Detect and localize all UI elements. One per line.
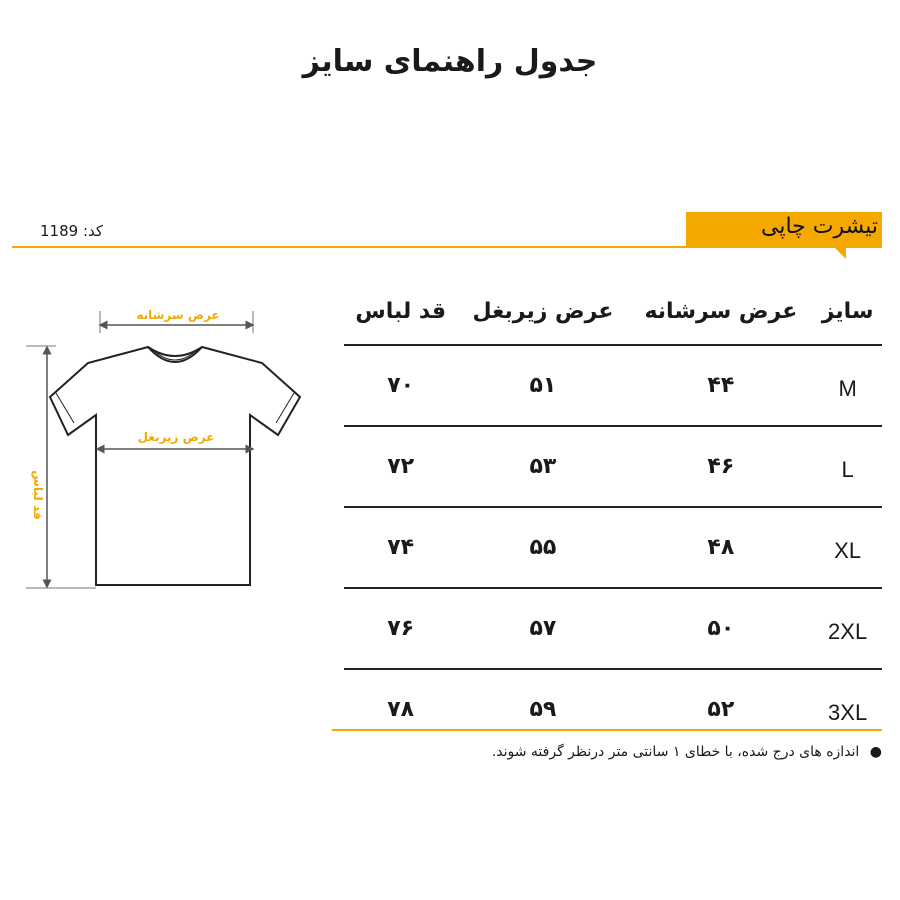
product-code-value: 1189 <box>40 222 79 240</box>
size-table <box>344 278 882 749</box>
product-code-label: کد: <box>82 222 104 240</box>
tshirt-diagram <box>0 295 330 595</box>
measurement-note <box>492 744 882 760</box>
product-tag <box>686 212 882 248</box>
note-text: اندازه های درج شده، با خطای ۱ سانتی متر درنظر گرفته شوند. <box>491 744 860 760</box>
header-length: قد لباس <box>344 278 457 345</box>
page-title: جدول راهنمای سایز <box>302 44 598 79</box>
product-name: تیشرت چاپی <box>761 214 878 239</box>
chest-cell: ۵۱ <box>457 345 628 426</box>
length-cell: ۷۴ <box>344 507 457 588</box>
size-cell: 3XL <box>828 700 868 725</box>
table-row <box>344 345 882 426</box>
length-cell: ۷۰ <box>344 345 457 426</box>
product-code <box>40 222 103 240</box>
table-row <box>344 669 882 749</box>
size-cell: L <box>813 426 882 507</box>
chest-cell: ۵۹ <box>529 697 557 722</box>
header-chest: عرض زیربغل <box>457 278 628 345</box>
header-shoulder: عرض سرشانه <box>628 278 813 345</box>
shoulder-cell: ۴۴ <box>628 345 813 426</box>
chest-cell: ۵۳ <box>457 426 628 507</box>
shoulder-cell: ۵۰ <box>628 588 813 669</box>
table-row <box>344 426 882 507</box>
chest-cell: ۵۷ <box>457 588 628 669</box>
size-table-header <box>344 278 882 345</box>
length-cell: ۷۶ <box>344 588 457 669</box>
chest-label: عرض زیربغل <box>137 430 215 444</box>
shoulder-cell: ۵۲ <box>707 697 735 722</box>
length-label: قد لباس <box>31 470 45 520</box>
length-cell: ۷۲ <box>344 426 457 507</box>
footer-divider <box>332 729 882 731</box>
shoulder-cell: ۴۸ <box>628 507 813 588</box>
shoulder-label: عرض سرشانه <box>136 308 220 322</box>
bullet-icon: ● <box>869 744 882 760</box>
size-cell: XL <box>813 507 882 588</box>
size-cell: 2XL <box>813 588 882 669</box>
tshirt-outline <box>50 347 300 585</box>
shoulder-cell: ۴۶ <box>628 426 813 507</box>
table-row <box>344 507 882 588</box>
size-cell: M <box>813 345 882 426</box>
product-tag-notch <box>834 247 846 259</box>
chest-cell: ۵۵ <box>457 507 628 588</box>
length-cell: ۷۸ <box>387 697 415 722</box>
header-size: سایز <box>813 278 882 345</box>
table-row <box>344 588 882 669</box>
